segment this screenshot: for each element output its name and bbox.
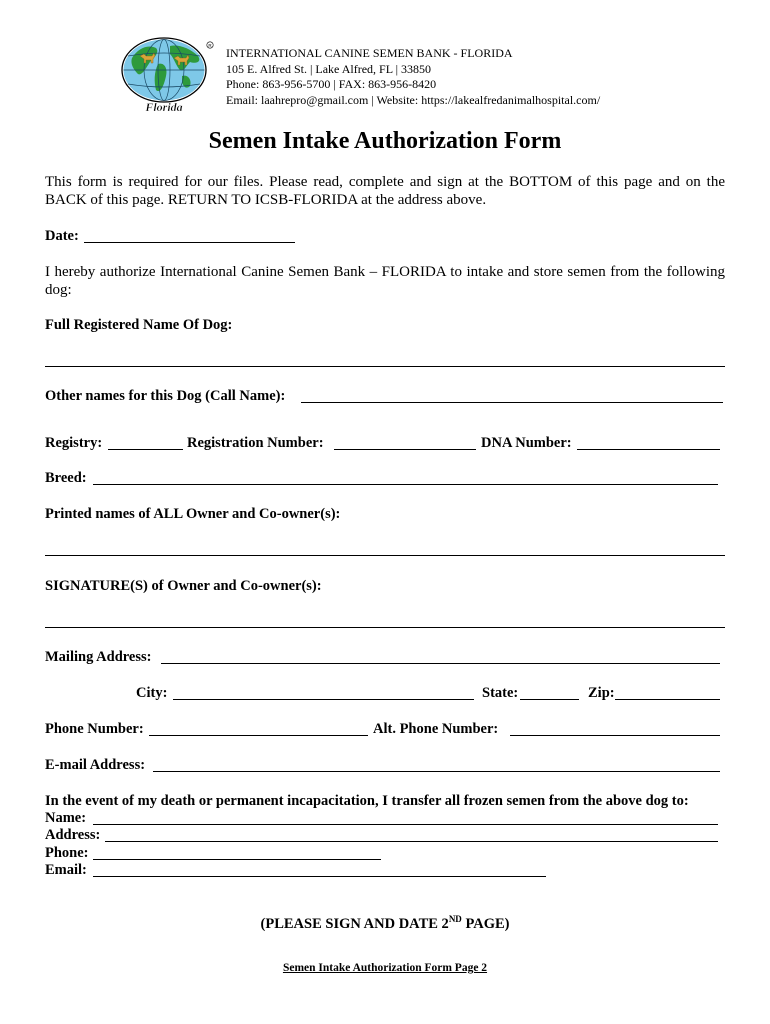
org-phone-fax: Phone: 863-956-5700 | FAX: 863-956-8420 <box>226 77 437 91</box>
logo-text: Florida <box>145 100 183 114</box>
registry-field[interactable] <box>108 449 183 450</box>
transfer-address-field[interactable] <box>105 841 718 842</box>
org-name: INTERNATIONAL CANINE SEMEN BANK - FLORIDA <box>226 46 513 60</box>
full-name-label: Full Registered Name Of Dog: <box>45 317 233 333</box>
transfer-phone-label: Phone: <box>45 845 89 861</box>
city-label: City: <box>136 685 168 701</box>
sign-note-suffix: PAGE) <box>461 915 510 932</box>
phone-label: Phone Number: <box>45 721 144 737</box>
zip-label: Zip: <box>588 685 615 701</box>
authorization-paragraph: I hereby authorize International Canine Semen Bank – FLORIDA to intake and store semen from the following dog: <box>45 264 725 298</box>
svg-text:R: R <box>208 42 212 48</box>
state-field[interactable] <box>520 699 579 700</box>
date-label: Date: <box>45 228 79 244</box>
globe-logo <box>118 36 222 116</box>
breed-label: Breed: <box>45 470 87 486</box>
alt-phone-label: Alt. Phone Number: <box>373 721 499 737</box>
registration-number-field[interactable] <box>334 449 476 450</box>
sign-note-prefix: (PLEASE SIGN AND DATE 2 <box>260 915 449 932</box>
email-label: E-mail Address: <box>45 757 146 773</box>
transfer-phone-field[interactable] <box>93 859 381 860</box>
intro-paragraph: This form is required for our files. Please read, complete and sign at the BOTTOM of this page and on the BACK of this page. RETURN TO ICSB-FLORIDA at the address above. <box>45 174 725 208</box>
call-name-label: Other names for this Dog (Call Name): <box>45 388 286 404</box>
mailing-address-field[interactable] <box>161 663 720 664</box>
transfer-name-field[interactable] <box>93 824 718 825</box>
city-field[interactable] <box>173 699 474 700</box>
dna-number-field[interactable] <box>577 449 720 450</box>
call-name-field[interactable] <box>301 402 723 403</box>
phone-field[interactable] <box>149 735 368 736</box>
sign-note-superscript: ND <box>448 914 462 924</box>
org-header <box>226 46 600 108</box>
org-email-website: Email: laahrepro@gmail.com | Website: https://lakealfredanimalhospital.com/ <box>226 92 601 107</box>
date-field[interactable] <box>84 242 295 243</box>
email-field[interactable] <box>153 771 720 772</box>
owners-printed-field[interactable] <box>45 555 725 556</box>
zip-field[interactable] <box>615 699 720 700</box>
breed-field[interactable] <box>93 484 718 485</box>
signatures-field[interactable] <box>45 627 725 628</box>
mailing-address-label: Mailing Address: <box>45 649 152 665</box>
signatures-label: SIGNATURE(S) of Owner and Co-owner(s): <box>45 578 322 594</box>
full-name-field[interactable] <box>45 366 725 367</box>
state-label: State: <box>482 685 519 701</box>
sign-second-page-note <box>0 914 770 933</box>
owners-printed-label: Printed names of ALL Owner and Co-owner(s): <box>45 506 341 522</box>
transfer-email-label: Email: <box>45 862 87 878</box>
alt-phone-field[interactable] <box>510 735 720 736</box>
registry-label: Registry: <box>45 435 103 451</box>
transfer-name-label: Name: <box>45 810 87 826</box>
transfer-address-label: Address: <box>45 827 101 843</box>
page-2-link[interactable]: Semen Intake Authorization Form Page 2 <box>282 962 488 974</box>
org-address: 105 E. Alfred St. | Lake Alfred, FL | 33850 <box>226 61 431 76</box>
registration-number-label: Registration Number: <box>187 435 324 451</box>
transfer-email-field[interactable] <box>93 876 546 877</box>
transfer-statement: In the event of my death or permanent incapacitation, I transfer all frozen semen from the above dog to: <box>45 793 689 809</box>
form-title: Semen Intake Authorization Form <box>208 128 562 154</box>
dna-number-label: DNA Number: <box>481 435 572 451</box>
